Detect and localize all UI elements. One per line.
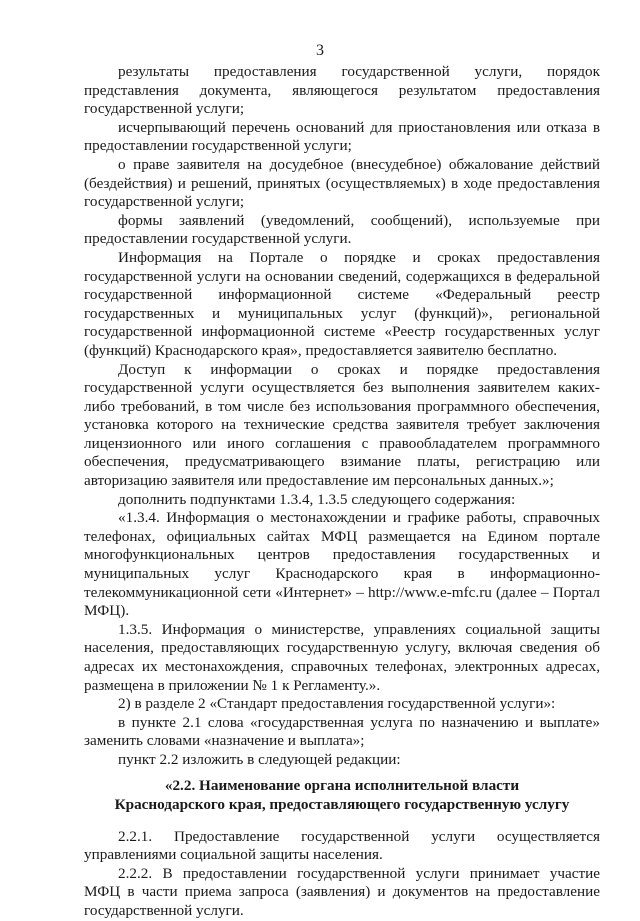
page-number: 3: [316, 42, 324, 59]
paragraph: 2.2.1. Предоставление государственной услуги осуществляется управлениями социальной защиты населения.: [84, 827, 600, 864]
paragraph: Информация на Портале о порядке и сроках предоставления государственной услуги на основании сведений, содержащихся в федеральной государственной информационной системе «Федеральный реестр государственных и муниципальных услуг (функций)», региональной государственной информационной системе «Реестр государственных услуг (функций) Краснодарского края», предоставляется заявителю бесплатно.: [84, 248, 600, 359]
paragraph: исчерпывающий перечень оснований для приостановления или отказа в предоставлении государственной услуги;: [84, 118, 600, 155]
section-heading-line-1: «2.2. Наименование органа исполнительной власти: [164, 776, 520, 794]
paragraph: 2.2.2. В предоставлении государственной услуги принимает участие МФЦ в части приема запроса (заявления) и документов на предоставление государственной услуги.: [84, 864, 600, 919]
paragraph: «1.3.4. Информация о местонахождении и графике работы, справочных телефонах, официальных сайтах МФЦ размещается на Едином портале многофункциональных центров предоставления государственных и муниципальных услуг Краснодарского края в информационно-телекоммуникационной сети «Интернет» – http://www.e-mfc.ru (далее – Портал МФЦ).: [84, 509, 600, 620]
document-body: [84, 63, 600, 921]
section-heading-line-2: Краснодарского края, предоставляющего государственную услугу: [114, 795, 570, 813]
paragraph: о праве заявителя на досудебное (внесудебное) обжалование действий (бездействия) и решений, принятых (осуществляемых) в ходе предоставления государственной услуги;: [84, 155, 600, 211]
spacer: [84, 814, 600, 828]
paragraph: 2) в разделе 2 «Стандарт предоставления государственной услуги»:: [118, 695, 556, 713]
paragraph: пункт 2.2 изложить в следующей редакции:: [118, 750, 401, 768]
section-heading: [84, 776, 600, 814]
paragraph: формы заявлений (уведомлений, сообщений), используемые при предоставлении государственной услуги.: [84, 211, 600, 248]
paragraph: результаты предоставления государственной услуги, порядок представления документа, являющегося результатом предоставления государственной услуги;: [84, 63, 600, 118]
paragraph: 1.3.5. Информация о министерстве, управлениях социальной защиты населения, предоставляющих государственную услугу, включая сведения об адресах их местонахождения, справочных телефонах, электронных адресах, размещена в приложении № 1 к Регламенту.».: [84, 620, 600, 694]
paragraph: в пункте 2.1 слова «государственная услуга по назначению и выплате» заменить словами «назначение и выплата»;: [84, 713, 600, 750]
paragraph: Доступ к информации о сроках и порядке предоставления государственной услуги осуществляется без выполнения заявителем каких-либо требований, в том числе без использования программного обеспечения, установка которого на технические средства заявителя требует заключения лицензионного или иного соглашения с правообладателем программного обеспечения, предусматривающего взимание платы, регистрацию или авторизацию заявителя или предоставление им персональных данных.»;: [84, 360, 600, 490]
paragraph: дополнить подпунктами 1.3.4, 1.3.5 следующего содержания:: [118, 490, 516, 508]
